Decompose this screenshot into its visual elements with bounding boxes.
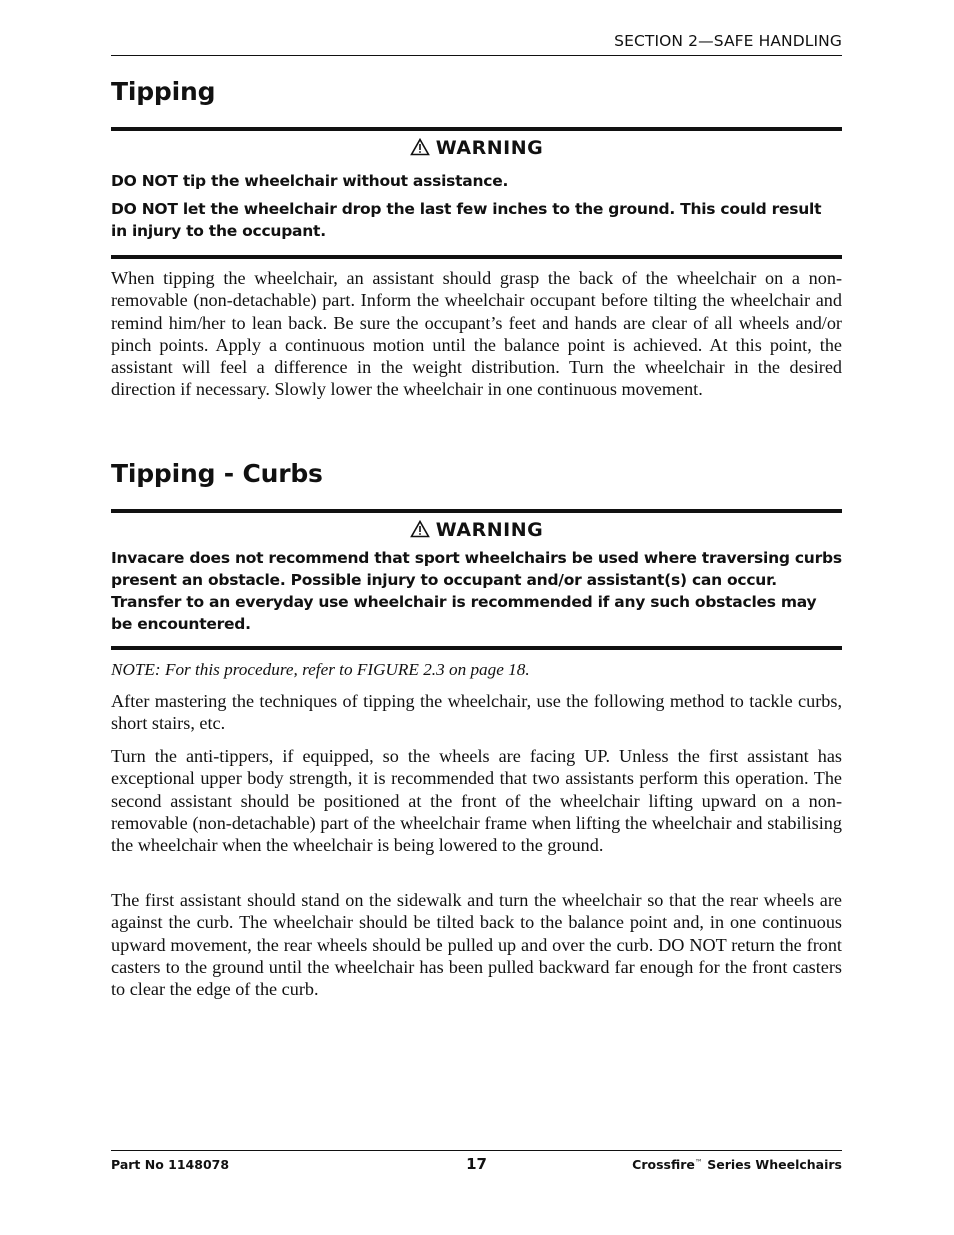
warning-bottom-rule xyxy=(111,255,842,259)
warning-strong: DO NOT xyxy=(111,172,178,190)
warning-top-rule xyxy=(111,509,842,513)
warning-heading xyxy=(111,137,842,159)
warning-line-2 xyxy=(111,198,842,242)
warning-label: WARNING xyxy=(435,519,544,541)
page-number: 17 xyxy=(466,1155,487,1173)
section-header: SECTION 2—SAFE HANDLING xyxy=(614,32,842,50)
warning-line-1 xyxy=(111,170,842,192)
warning-triangle-icon xyxy=(410,520,430,538)
warning-strong: DO NOT xyxy=(111,200,178,218)
product-suffix: Series Wheelchairs xyxy=(702,1157,842,1172)
warning-rest: tip the wheelchair without assistance. xyxy=(177,172,509,190)
warning-top-rule xyxy=(111,127,842,131)
header-rule xyxy=(111,55,842,56)
warning-triangle-icon xyxy=(410,138,430,156)
curbs-paragraph-1: After mastering the techniques of tipping the wheelchair, use the following method to tackle curbs, short stairs, etc. xyxy=(111,691,842,734)
procedure-note: NOTE: For this procedure, refer to FIGURE 2.3 on page 18. xyxy=(111,660,530,679)
curbs-paragraph-3: The first assistant should stand on the sidewalk and turn the wheelchair so that the rear wheels are against the curb. The wheelchair should be tilted back to the balance point and, in one continuous upward movement, the rear wheels should be pulled up and over the curb. DO NOT return the front casters to the ground until the wheelchair has been pulled backward far enough for the front casters to clear the edge of the curb. xyxy=(111,890,842,1000)
curbs-warning-text: Invacare does not recommend that sport wheelchairs be used where traversing curbs present an obstacle. Possible injury to occupant and/or assistant(s) can occur. Transfer to an everyday use wheelchair is recommended if any such obstacles may be encountered. xyxy=(111,549,842,633)
product-brand: Crossfire xyxy=(632,1157,695,1172)
section-title-curbs: Tipping - Curbs xyxy=(111,459,323,488)
section-title-tipping: Tipping xyxy=(111,77,216,106)
part-number: Part No 1148078 xyxy=(111,1157,230,1172)
footer-rule xyxy=(111,1150,842,1151)
product-name xyxy=(632,1157,842,1172)
curbs-paragraph-2: Turn the anti-tippers, if equipped, so the wheels are facing UP. Unless the first assistant has exceptional upper body strength, it is recommended that two assistants perform this operation. The second assistant should be positioned at the front of the wheelchair lifting upward on a non-removable (non-detachable) part of the wheelchair frame when lifting the wheelchair and stabilising the wheelchair when the wheelchair is being lowered to the ground. xyxy=(111,746,842,856)
tipping-body-paragraph: When tipping the wheelchair, an assistant should grasp the back of the wheelchair on a non-removable (non-detachable) part. Inform the wheelchair occupant before tilting the wheelchair and remind him/her to lean back. Be sure the occupant’s feet and hands are clear of all wheels and/or pinch points. Apply a continuous motion until the balance point is achieved. At this point, the assistant will feel a difference in the weight distribution. Turn the wheelchair in the desired direction if necessary. Slowly lower the wheelchair in one continuous movement. xyxy=(111,268,842,400)
warning-bottom-rule xyxy=(111,646,842,650)
warning-rest: let the wheelchair drop the last few inches to the ground. This could result in injury to the occupant. xyxy=(111,200,822,240)
warning-label: WARNING xyxy=(435,137,544,159)
warning-heading xyxy=(111,519,842,541)
trademark-symbol: ™ xyxy=(694,1158,703,1167)
